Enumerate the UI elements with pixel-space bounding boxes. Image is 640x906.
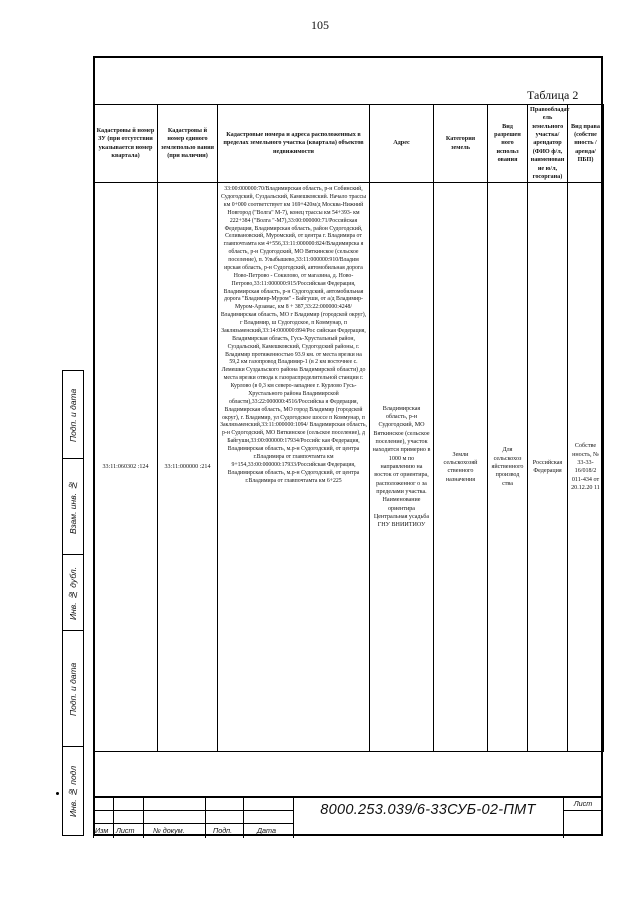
table-row xyxy=(94,183,604,752)
margin-stamp-strip xyxy=(62,370,84,836)
caption-sheet: Лист xyxy=(116,826,135,835)
caption-signature: Подп. xyxy=(213,826,233,835)
cell-permitted-use: Для сельскохоз яйственного производ ства xyxy=(488,183,528,752)
scan-dot xyxy=(56,792,59,795)
cell-land-category: Земли сельскохозяй ственного назначения xyxy=(434,183,488,752)
header-permitted-use: Вид разрешен ного использ ования xyxy=(488,105,528,183)
table-label: Таблица 2 xyxy=(527,88,579,102)
caption-doc-number: № докум. xyxy=(153,826,185,835)
cell-right-type: Собстве нность, № 33-33-16/018/2 011-434 от 20.12.20 11 xyxy=(568,183,604,752)
caption-date: Дата xyxy=(257,826,276,835)
cadastral-table xyxy=(93,104,604,752)
header-unified-number: Кадастровы й номер единого землепользо вания (при наличии) xyxy=(158,105,218,183)
header-objects: Кадастровые номера и адреса расположенных в пределах земельного участка (квартала) объектов недвижимости xyxy=(218,105,370,183)
stamp-original-inv: Инв. № подл xyxy=(68,765,78,817)
header-address: Адрес xyxy=(370,105,434,183)
header-holder: Правообладат ель земельного участка/ арендатор (ФИО ф/л, наименован ие ю/л, госоргана) xyxy=(528,105,568,183)
header-cadastral-number: Кадастровы й номер ЗУ (при отсутствии указывается номер квартала) xyxy=(94,105,158,183)
title-block xyxy=(93,796,603,836)
stamp-sign-date-top: Подп. и дата xyxy=(68,388,78,442)
cell-address: Владимирская область, р-н Судогодский, МО Вяткинское (сельское поселение), участок находится примерно в 1000 м по направлению на восток от ориентира, расположенног о за пределами участка. Наименование ориентира Центральная усадьба ГНУ ВНИИТИОУ xyxy=(370,183,434,752)
header-right-type: Вид права (собстве нность / аренда/ ПБП) xyxy=(568,105,604,183)
table-header-row xyxy=(94,105,604,183)
caption-change: Изм xyxy=(95,826,109,835)
page-number: 105 xyxy=(311,18,329,32)
stamp-sign-date-bottom: Подп. и дата xyxy=(68,662,78,716)
document-number: 8000.253.039/6-33СУБ-02-ПМТ xyxy=(320,802,536,818)
sheet-caption: Лист xyxy=(573,799,593,808)
stamp-replaced-inv: Взам. инв. № xyxy=(68,480,78,534)
cell-objects: 33:00:000000:70/Владимирская область, р-н Собинский, Судогодский, Суздальский, Камешковский. Начало трассы км 0+000 соответствует км 169+420м/д Москва-Нижний Новгород ("Волга" М-7), конец трассы км 54+393- км 222+384 ("Волга "-М7),33:00:000000:71/Российская Федерация, Владимирская область, район Судогодский, Селивановский, Муромский, от центра г. Владимира от главпочтамта км 4+556,33:11:000000:824/Владимирска я область, р-н Судогодский, МО Вяткинское (сельское поселение), п. Улыбышево,33:11:000000:910/Владим ирская область, р-н Судогодский, автомобильная дорога Ново-Петрово - Сокилово, от магазина, д. Ново-Петрово,33:11:000000:915/Российская Федерация, Владимирская область, р-н Судогодский, автомобильная дорога "Владимир-Муром" - Байгуши, от а/д Владимир-Муром-Арзамас, км 8 + 387,33:22:000000:4248/Владимирская область, МО г Владимир (городской округ), г Владимир, ш Судогодское, п Коммунар, п Заклязьменский,33:14:000000:894/Рос сийская Федерация, Владимирская область, Гусь-Хрустальный район, Суздальский, Камешковский, Судогодский районы, г. Владимир протяженностью 93.9 км. от места врезки на 59,2 км газопровод Владимир-1 (в 2 км восточнее с. Лемешки Суздальского района Владимирской области) до места врезки отвода к газораспределительной станции г. Курлово (в 0,3 км северо-западнее г. Курлово Гусь-Хрустального района Владимирской области),33:22:000000:4516/Российска я Федерация, Владимирская область, МО город Владимир (городской округ), г. Владимир, ул Судогодское шоссе п Коммунар, п Заклязьменский,33:11:000000:1094/ Владимирская область, р-н Судогодский, МО Вяткинское (сельское поселение), д Байгуши,33:00:000000:17934/Российс кая Федерация, Владимирская область, м.р-н Судогодский, от центра г.Владимира от главпочтамта км 9+154,33:00:000000:17933/Российская Федерация, Владимирская область, м.р-н Судогодский, от центра г.Владимира от главпочтамта км 6+225 xyxy=(218,183,370,752)
header-land-category: Категория земель xyxy=(434,105,488,183)
cell-cadastral-number: 33:11:060302 :124 xyxy=(94,183,158,752)
cell-holder: Российская Федерация xyxy=(528,183,568,752)
stamp-duplicate-inv: Инв. № дубл. xyxy=(68,566,78,620)
cell-unified-number: 33:11:000000 :214 xyxy=(158,183,218,752)
